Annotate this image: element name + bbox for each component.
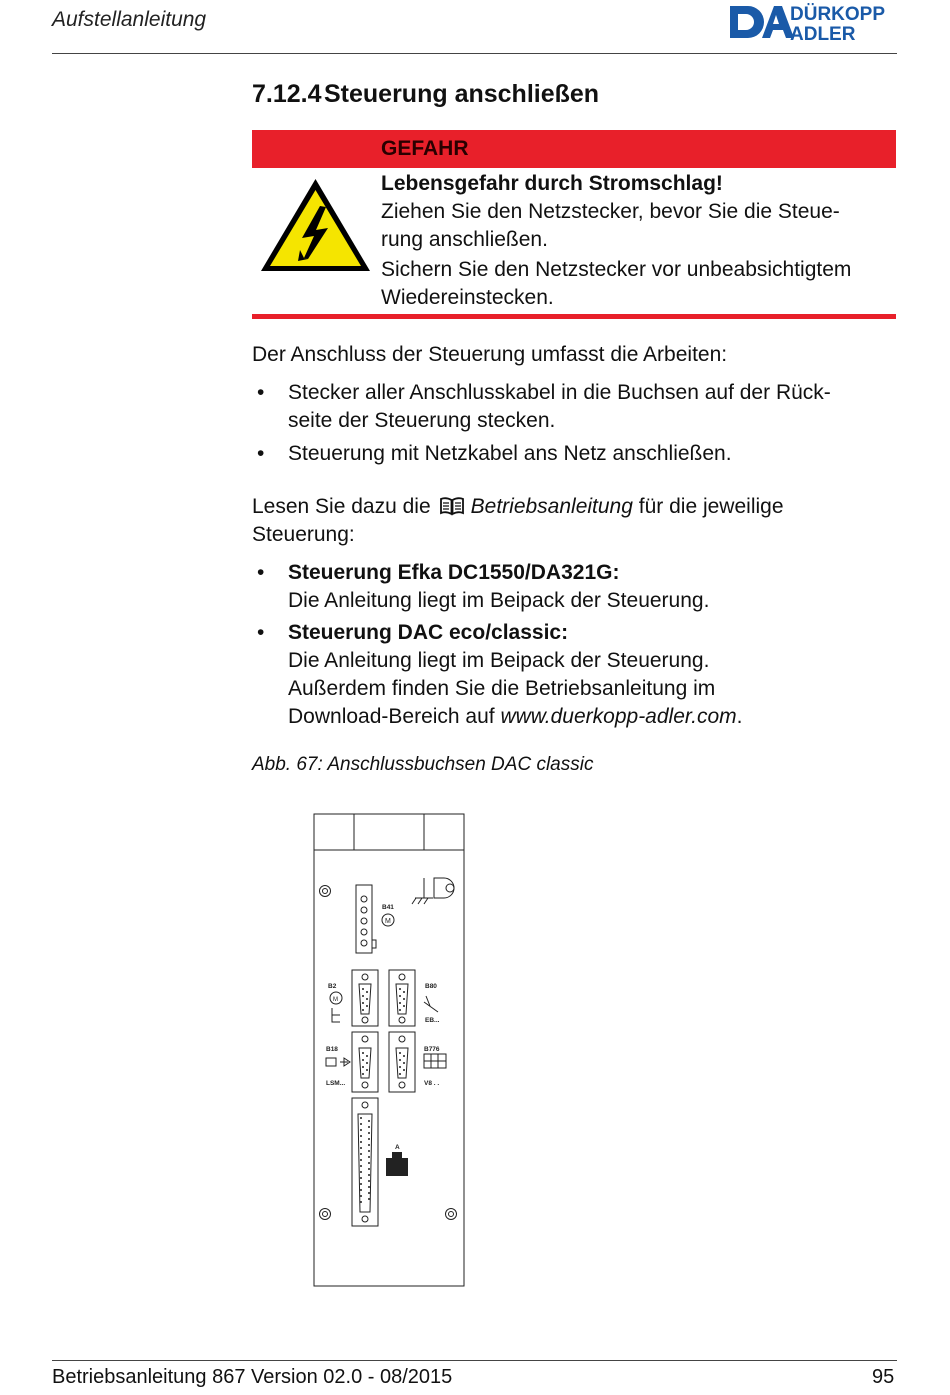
control-2-line2: Außerdem finden Sie die Betriebsanleitung im [288,677,716,700]
read-suffix: für die jeweilige [638,495,784,518]
danger-bottom-rule [252,314,896,319]
label-b18: B18 [326,1046,338,1053]
website-link[interactable]: www.duerkopp-adler.com [500,705,737,728]
task-1-line-a: Stecker aller Anschlusskabel in die Buchsen auf der Rück- [288,381,831,404]
section-number: 7.12.4 [252,80,322,108]
label-b2: B2 [328,983,337,990]
electrical-hazard-icon [258,176,373,274]
page-number: 95 [872,1366,895,1388]
dac-classic-panel-figure [312,812,466,1290]
bullet-marker: • [257,561,265,584]
danger-line2b: Wiedereinstecken. [381,286,554,309]
danger-heading: Lebensgefahr durch Stromschlag! [381,172,723,195]
bullet-marker: • [257,442,265,465]
manual-link[interactable]: Betriebsanleitung [470,495,633,518]
duerkopp-adler-logo [726,0,898,44]
bullet-marker: • [257,621,265,644]
read-paragraph-line1 [252,493,784,521]
logo-d-shape [730,6,764,38]
label-m-b41: M [385,918,391,925]
label-b776: B776 [424,1046,440,1053]
label-a: A [395,1144,400,1151]
label-v8: V8 . . [424,1080,440,1087]
label-lsm: LSM... [326,1080,346,1087]
label-b41: B41 [382,904,394,911]
footer-divider [52,1360,897,1361]
danger-line1b: rung anschließen. [381,228,548,251]
intro-paragraph: Der Anschluss der Steuerung umfasst die Arbeiten: [252,343,728,366]
control-2-line3 [288,703,742,731]
control-2-line1: Die Anleitung liegt im Beipack der Steuerung. [288,649,710,672]
read-prefix: Lesen Sie dazu die [252,495,431,518]
logo-text-line2: ADLER [790,24,856,44]
control-2-title: Steuerung DAC eco/classic: [288,621,569,644]
label-m-b2: M [333,997,338,1003]
danger-label: GEFAHR [381,137,469,160]
task-1-line-b: seite der Steuerung stecken. [288,409,556,432]
machine-icon [386,1158,408,1176]
label-eb: EB... [425,1017,440,1024]
read-paragraph-line2: Steuerung: [252,523,355,546]
header-divider [52,53,897,54]
danger-banner [252,130,896,168]
book-icon [439,496,465,516]
danger-line2a: Sichern Sie den Netzstecker vor unbeabsichtigtem [381,258,852,281]
bullet-marker: • [257,381,265,404]
footer-document-info: Betriebsanleitung 867 Version 02.0 - 08/2015 [52,1366,453,1388]
control-1-title: Steuerung Efka DC1550/DA321G: [288,561,620,584]
task-2-line-a: Steuerung mit Netzkabel ans Netz anschließen. [288,442,732,465]
running-header: Aufstellanleitung [52,8,207,31]
figure-caption: Abb. 67: Anschlussbuchsen DAC classic [252,754,594,775]
control-1-line1: Die Anleitung liegt im Beipack der Steuerung. [288,589,710,612]
download-prefix: Download-Bereich auf [288,705,501,728]
download-suffix: . [736,705,743,728]
label-b80: B80 [425,983,437,990]
section-title: Steuerung anschließen [324,80,600,108]
danger-line1a: Ziehen Sie den Netzstecker, bevor Sie die Steue- [381,200,840,223]
logo-text-line1: DÜRKOPP [790,4,886,25]
